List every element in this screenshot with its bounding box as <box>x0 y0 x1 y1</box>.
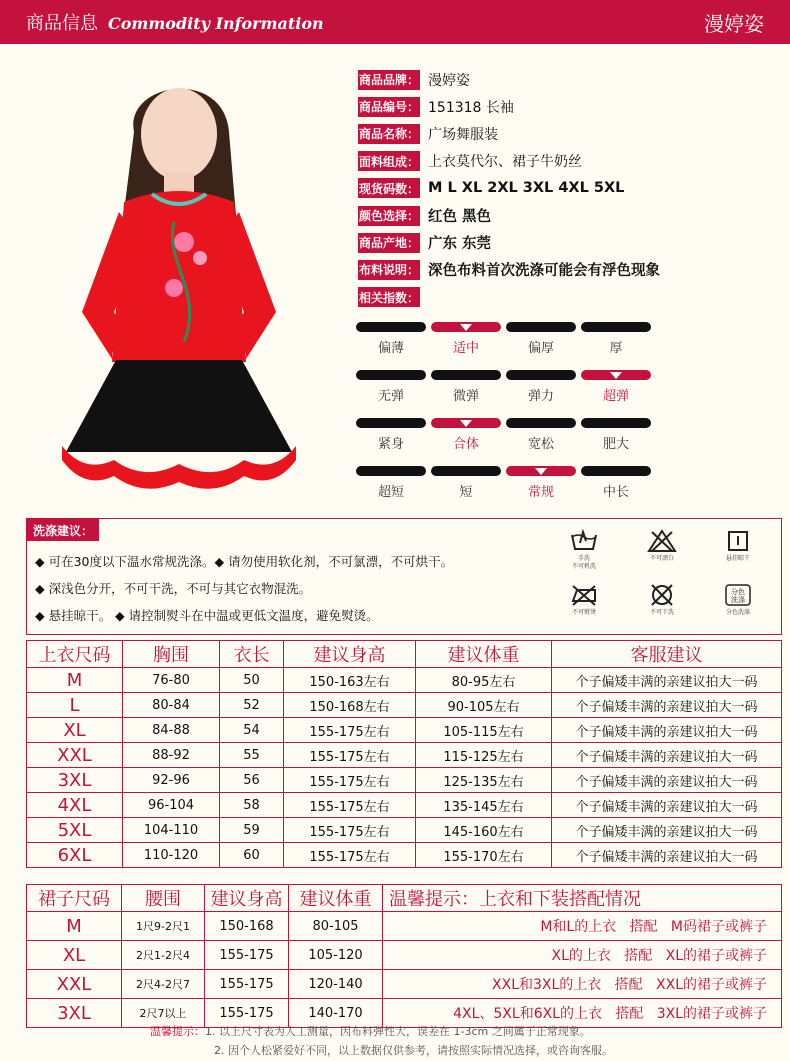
table-cell: 个子偏矮丰满的亲建议拍大一码 <box>552 718 782 743</box>
table-cell: 145-160左右 <box>416 818 552 843</box>
product-info <box>358 66 778 311</box>
scale-label: 无弹 <box>377 389 404 404</box>
column-header: 温馨提示：上衣和下装搭配情况 <box>383 885 782 912</box>
column-header: 裙子尺码 <box>27 885 122 912</box>
scale-bar <box>506 322 576 332</box>
info-row-sizes <box>358 175 778 202</box>
scale-option <box>506 466 576 500</box>
table-cell: 105-115左右 <box>416 718 552 743</box>
info-label: 商品编号 ： <box>358 97 420 117</box>
footer-label: 温馨提示： <box>150 1025 205 1038</box>
no-bleach-icon <box>637 529 687 563</box>
scale-option <box>431 418 501 452</box>
scale-label: 偏厚 <box>527 341 554 356</box>
table-cell: 155-175左右 <box>284 793 416 818</box>
table-cell: 105-120 <box>289 941 383 970</box>
icon-caption: 不可干洗 <box>649 609 674 616</box>
info-row-origin <box>358 229 778 256</box>
table-cell: 个子偏矮丰满的亲建议拍大一码 <box>552 743 782 768</box>
info-value: 151318 长袖 <box>428 99 514 116</box>
scale-bar <box>581 418 651 428</box>
table-cell: 155-175左右 <box>284 743 416 768</box>
scale-option <box>431 322 501 356</box>
scale-option <box>356 322 426 356</box>
wash-title: 洗涤建议： <box>27 519 99 541</box>
size-cell: 3XL <box>27 999 122 1028</box>
size-cell: 4XL <box>27 793 123 818</box>
scale-label: 肥大 <box>602 437 629 452</box>
info-value: 上衣莫代尔、裙子牛奶丝 <box>428 154 582 171</box>
scale-option <box>581 466 651 500</box>
table-cell: 120-140 <box>289 970 383 999</box>
table-cell: 80-105 <box>289 912 383 941</box>
table-cell: 90-105左右 <box>416 693 552 718</box>
match-cell: M和L的上衣 搭配 M码裙子或裤子 <box>383 912 782 941</box>
table-cell: 80-84 <box>123 693 220 718</box>
match-cell: XXL和3XL的上衣 搭配 XXL的裙子或裤子 <box>383 970 782 999</box>
scale-label: 弹力 <box>527 389 554 404</box>
section-title-en: Commodity Information <box>108 14 324 33</box>
info-label: 现货码数 ： <box>358 178 420 198</box>
fit-indicator-scales <box>356 322 666 514</box>
table-cell: 125-135左右 <box>416 768 552 793</box>
wash-instructions <box>26 518 782 635</box>
table-cell: 92-96 <box>123 768 220 793</box>
info-row-name <box>358 120 778 147</box>
column-header: 客服建议 <box>552 641 782 668</box>
table-cell: 2尺1-2尺4 <box>122 941 205 970</box>
size-cell: XL <box>27 718 123 743</box>
table-cell: 155-175 <box>205 941 289 970</box>
size-cell: L <box>27 693 123 718</box>
skirt-size-table <box>26 884 782 1028</box>
scale-label: 合体 <box>452 437 479 452</box>
table-cell: 96-104 <box>123 793 220 818</box>
info-row-colors <box>358 202 778 229</box>
table-cell: 52 <box>220 693 284 718</box>
scale-option <box>431 466 501 500</box>
scale-bar <box>581 322 651 332</box>
scale-label: 偏薄 <box>377 341 404 356</box>
scale-bar <box>356 322 426 332</box>
info-row-note <box>358 256 778 283</box>
table-cell: 155-175 <box>205 970 289 999</box>
table-cell: 76-80 <box>123 668 220 693</box>
scale-option <box>506 370 576 404</box>
scale-row <box>356 370 666 418</box>
table-row <box>27 743 782 768</box>
scale-bar <box>431 370 501 380</box>
info-label: 面料组成 ： <box>358 151 420 171</box>
size-cell: M <box>27 668 123 693</box>
hand-wash-icon <box>559 529 609 571</box>
hang-dry-icon <box>713 529 763 563</box>
table-cell: 140-170 <box>289 999 383 1028</box>
table-cell: 56 <box>220 768 284 793</box>
section-title-cn: 商品信息 <box>26 13 98 34</box>
column-header: 衣长 <box>220 641 284 668</box>
table-cell: 个子偏矮丰满的亲建议拍大一码 <box>552 693 782 718</box>
table-header-row <box>27 885 782 912</box>
footer-note <box>150 1022 613 1060</box>
table-cell: 155-170左右 <box>416 843 552 868</box>
info-row-index <box>358 284 778 311</box>
table-cell: 2尺7以上 <box>122 999 205 1028</box>
scale-label: 超弹 <box>602 389 629 404</box>
svg-text:洗涤: 洗涤 <box>731 596 745 604</box>
table-row <box>27 768 782 793</box>
table-cell: 个子偏矮丰满的亲建议拍大一码 <box>552 768 782 793</box>
scale-bar <box>356 466 426 476</box>
scale-option <box>581 370 651 404</box>
scale-label: 适中 <box>452 341 479 356</box>
size-cell: XXL <box>27 970 122 999</box>
scale-label: 常规 <box>527 485 554 500</box>
table-cell: 58 <box>220 793 284 818</box>
icon-caption: 分色洗涤 <box>725 609 750 616</box>
scale-option <box>431 370 501 404</box>
table-row <box>27 668 782 693</box>
scale-option <box>581 322 651 356</box>
info-value: 广场舞服装 <box>428 126 498 143</box>
table-cell: 80-95左右 <box>416 668 552 693</box>
info-value: M L XL 2XL 3XL 4XL 5XL <box>428 180 625 197</box>
table-row <box>27 718 782 743</box>
info-label: 商品产地 ： <box>358 233 420 253</box>
scale-label: 短 <box>459 485 473 500</box>
scale-option <box>506 322 576 356</box>
info-value: 深色布料首次洗涤可能会有浮色现象 <box>428 263 660 280</box>
wash-line: ◆ 悬挂晾干。 ◆ 请控制熨斗在中温或更低文温度，避免熨烫。 <box>35 608 379 623</box>
info-value: 漫婷姿 <box>428 72 470 89</box>
icon-caption: 不可熨烫 <box>571 609 596 616</box>
scale-label: 微弹 <box>452 389 479 404</box>
size-cell: 3XL <box>27 768 123 793</box>
table-cell: 50 <box>220 668 284 693</box>
info-value: 广东 东莞 <box>428 236 492 253</box>
table-cell: 155-175 <box>205 999 289 1028</box>
size-cell: M <box>27 912 122 941</box>
column-header: 建议体重 <box>289 885 383 912</box>
footer-line-2: 2. 因个人松紧爱好不同，以上数据仅供参考，请按照实际情况选择，或咨询客服。 <box>214 1044 613 1057</box>
table-cell: 150-168 <box>205 912 289 941</box>
scale-option <box>356 418 426 452</box>
table-row <box>27 693 782 718</box>
wash-line: ◆ 可在30度以下温水常规洗涤。◆ 请勿使用软化剂，不可氯漂，不可烘干。 <box>35 554 454 569</box>
info-label: 颜色选择 ： <box>358 206 420 226</box>
svg-text:分色: 分色 <box>731 588 745 596</box>
scale-row <box>356 466 666 514</box>
scale-option <box>581 418 651 452</box>
table-row <box>27 912 782 941</box>
brand-name: 漫婷姿 <box>704 11 764 36</box>
scale-bar-selected <box>506 466 576 476</box>
scale-bar <box>356 418 426 428</box>
scale-label: 厚 <box>609 341 623 356</box>
separate-wash-icon <box>713 583 763 617</box>
scale-label: 中长 <box>602 485 629 500</box>
column-header: 建议体重 <box>416 641 552 668</box>
scale-option <box>356 466 426 500</box>
info-row-number <box>358 93 778 120</box>
table-cell: 59 <box>220 818 284 843</box>
table-cell: 155-175左右 <box>284 843 416 868</box>
table-cell: 110-120 <box>123 843 220 868</box>
column-header: 胸围 <box>123 641 220 668</box>
scale-bar <box>581 466 651 476</box>
info-row-fabric <box>358 148 778 175</box>
scale-label: 超短 <box>377 485 404 500</box>
column-header: 建议身高 <box>284 641 416 668</box>
table-row <box>27 818 782 843</box>
table-row <box>27 970 782 999</box>
info-label: 商品名称 ： <box>358 124 420 144</box>
scale-option <box>356 370 426 404</box>
table-cell: 54 <box>220 718 284 743</box>
table-row <box>27 793 782 818</box>
size-cell: XL <box>27 941 122 970</box>
section-header <box>0 0 790 44</box>
footer-line-1: 1. 以上尺寸表为人工测量，因布料弹性大，误差在 1-3cm 之间属于正常现象。 <box>205 1025 591 1038</box>
match-cell: XL的上衣 搭配 XL的裙子或裤子 <box>383 941 782 970</box>
table-cell: 150-168左右 <box>284 693 416 718</box>
table-cell: 2尺4-2尺7 <box>122 970 205 999</box>
scale-label: 宽松 <box>527 437 554 452</box>
table-cell: 个子偏矮丰满的亲建议拍大一码 <box>552 818 782 843</box>
scale-bar <box>431 466 501 476</box>
table-cell: 1尺9-2尺1 <box>122 912 205 941</box>
icon-caption: 悬挂晾干 <box>725 555 750 562</box>
table-cell: 55 <box>220 743 284 768</box>
scale-label: 紧身 <box>377 437 404 452</box>
table-cell: 60 <box>220 843 284 868</box>
table-cell: 88-92 <box>123 743 220 768</box>
info-label: 布料说明 ： <box>358 260 420 280</box>
table-cell: 104-110 <box>123 818 220 843</box>
scale-bar-selected <box>581 370 651 380</box>
wash-icons <box>559 529 769 629</box>
table-cell: 个子偏矮丰满的亲建议拍大一码 <box>552 668 782 693</box>
info-label: 相关指数 ： <box>358 287 420 307</box>
table-cell: 135-145左右 <box>416 793 552 818</box>
table-cell: 115-125左右 <box>416 743 552 768</box>
scale-option <box>506 418 576 452</box>
product-photo <box>24 62 334 498</box>
size-cell: 5XL <box>27 818 123 843</box>
scale-row <box>356 322 666 370</box>
info-row-brand <box>358 66 778 93</box>
scale-bar <box>356 370 426 380</box>
wash-line: ◆ 深浅色分开，不可干洗，不可与其它衣物混洗。 <box>35 581 312 596</box>
column-header: 腰围 <box>122 885 205 912</box>
icon-caption: 手洗 不可机洗 <box>571 555 596 570</box>
scale-row <box>356 418 666 466</box>
info-value: 红色 黑色 <box>428 209 492 226</box>
no-dry-clean-icon <box>637 583 687 617</box>
table-cell: 155-175左右 <box>284 768 416 793</box>
table-cell: 84-88 <box>123 718 220 743</box>
table-cell: 个子偏矮丰满的亲建议拍大一码 <box>552 793 782 818</box>
match-cell: 4XL、5XL和6XL的上衣 搭配 3XL的裙子或裤子 <box>383 999 782 1028</box>
scale-bar <box>506 370 576 380</box>
table-row <box>27 941 782 970</box>
scale-bar-selected <box>431 418 501 428</box>
table-cell: 155-175左右 <box>284 718 416 743</box>
size-cell: 6XL <box>27 843 123 868</box>
size-cell: XXL <box>27 743 123 768</box>
scale-bar <box>506 418 576 428</box>
info-label: 商品品牌 ： <box>358 70 420 90</box>
icon-caption: 不可漂白 <box>649 555 674 562</box>
top-size-table <box>26 640 782 868</box>
column-header: 上衣尺码 <box>27 641 123 668</box>
table-cell: 155-175左右 <box>284 818 416 843</box>
no-iron-icon <box>559 583 609 617</box>
table-cell: 150-163左右 <box>284 668 416 693</box>
table-header-row <box>27 641 782 668</box>
column-header: 建议身高 <box>205 885 289 912</box>
table-cell: 个子偏矮丰满的亲建议拍大一码 <box>552 843 782 868</box>
table-row <box>27 843 782 868</box>
scale-bar-selected <box>431 322 501 332</box>
